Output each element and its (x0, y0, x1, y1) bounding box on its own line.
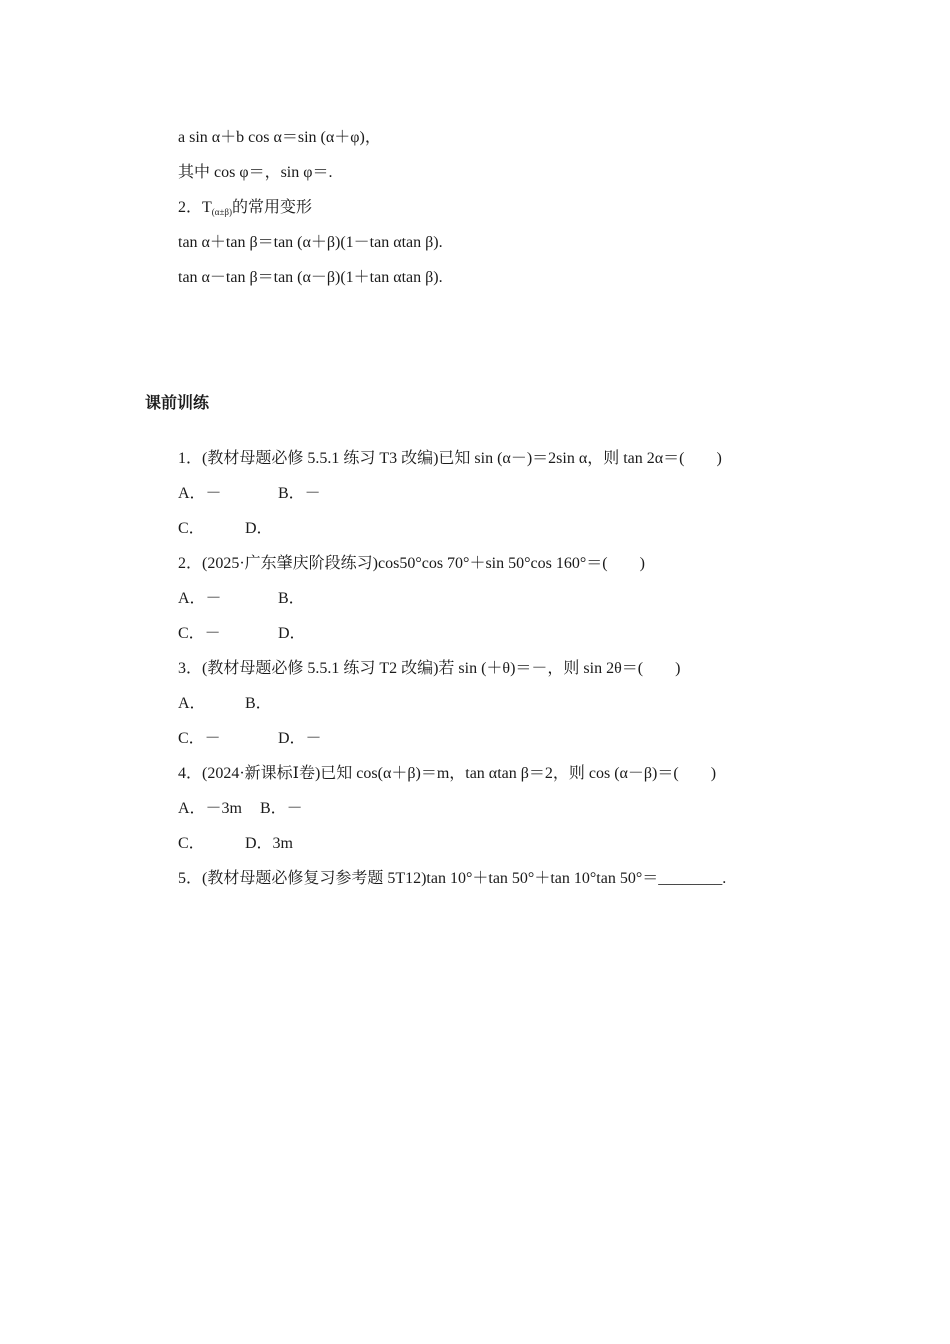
question-1-option-d: D． (245, 520, 273, 537)
question-1-option-c: C． (178, 520, 205, 537)
question-3-option-b: B． (245, 695, 272, 712)
formula-item-2-heading (178, 198, 312, 222)
question-3-options-row-1 (178, 694, 478, 714)
question-2-options-row-1 (178, 589, 478, 609)
question-2-option-b: B． (278, 590, 305, 607)
question-2-option-c: C．－ (178, 625, 221, 642)
question-4-options-row-1 (178, 799, 478, 819)
question-1-option-a: A．－ (178, 485, 222, 502)
section-title: 课前训练 (145, 395, 210, 412)
item-2-prefix: 2．T (178, 199, 212, 216)
question-3-option-d: D．－ (278, 730, 322, 747)
formula-phi-definition: 其中 cos φ＝，sin φ＝. (178, 164, 333, 181)
item-2-suffix: 的常用变形 (232, 199, 313, 216)
question-1-option-b: B．－ (278, 485, 321, 502)
question-4-options-row-2 (178, 834, 478, 854)
item-2-subscript: (α±β) (211, 207, 233, 217)
formula-tan-sum: tan α＋tan β＝tan (α＋β)(1－tan αtan β). (178, 234, 443, 251)
question-2-stem: 2．(2025·广东肇庆阶段练习)cos50°cos 70°＋sin 50°cos 160°＝( ) (178, 555, 645, 572)
formula-tan-difference: tan α－tan β＝tan (α－β)(1＋tan αtan β). (178, 269, 443, 286)
question-5-stem: 5．(教材母题必修复习参考题 5T12)tan 10°＋tan 50°＋tan 10°tan 50°＝________. (178, 870, 727, 887)
question-3-option-c: C．－ (178, 730, 221, 747)
question-3-options-row-2 (178, 729, 478, 749)
question-2-options-row-2 (178, 624, 478, 644)
question-4-stem: 4．(2024·新课标Ⅰ卷)已知 cos(α＋β)＝m，tan αtan β＝2，则 cos (α－β)＝( ) (178, 765, 717, 782)
question-2-option-d: D． (278, 625, 306, 642)
question-4-option-c: C． (178, 835, 205, 852)
question-1-options-row-1 (178, 484, 478, 504)
question-4-option-a: A．－3m (178, 800, 243, 817)
question-1-options-row-2 (178, 519, 478, 539)
question-1-stem: 1．(教材母题必修 5.5.1 练习 T3 改编)已知 sin (α－)＝2sin α，则 tan 2α＝( ) (178, 450, 722, 467)
question-4-option-d: D．3m (245, 835, 294, 852)
formula-auxiliary-angle: a sin α＋b cos α＝sin (α＋φ)， (178, 129, 381, 146)
question-3-option-a: A． (178, 695, 206, 712)
question-2-option-a: A．－ (178, 590, 222, 607)
question-3-stem: 3．(教材母题必修 5.5.1 练习 T2 改编)若 sin (＋θ)＝－，则 sin 2θ＝( ) (178, 660, 681, 677)
question-4-option-b: B．－ (260, 800, 303, 817)
